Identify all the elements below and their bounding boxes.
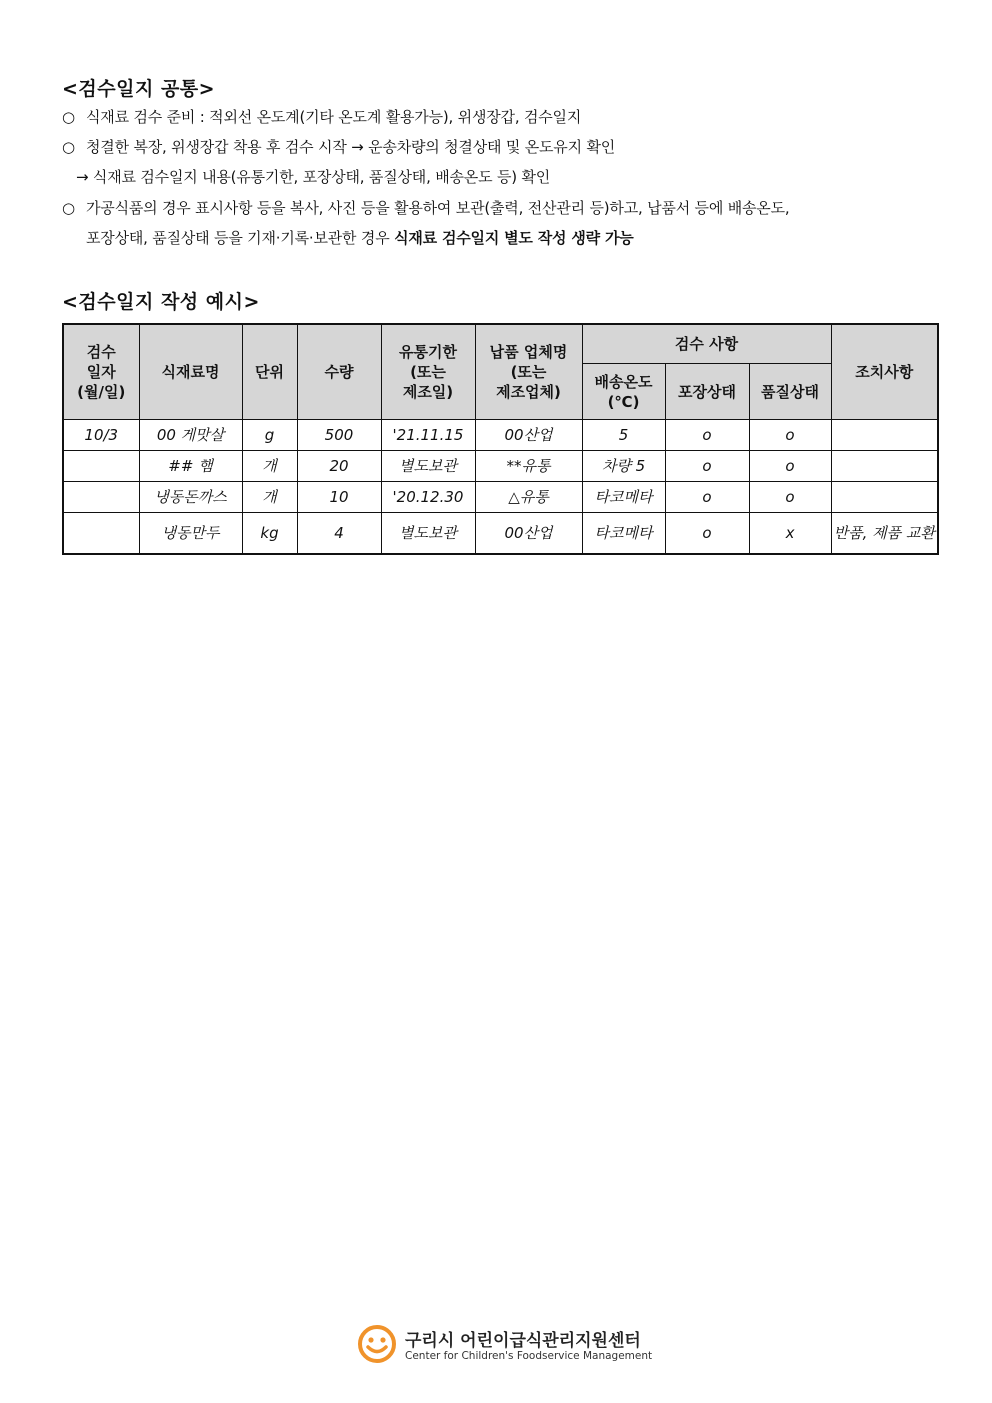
- cell-supplier: △유통: [475, 482, 582, 513]
- cell-unit: kg: [242, 513, 297, 555]
- section-title-example: <검수일지 작성 예시>: [62, 291, 260, 313]
- cell-unit: g: [242, 420, 297, 451]
- cell-action: 반품, 제품 교환: [831, 513, 938, 555]
- cell-quality: o: [749, 451, 831, 482]
- cell-date: 10/3: [63, 420, 139, 451]
- table-row: [63, 482, 938, 513]
- cell-quality: o: [749, 420, 831, 451]
- guide-line-2: ○ 청결한 복장, 위생장갑 착용 후 검수 시작 → 운송차량의 청결상태 및 온도유지 확인: [62, 138, 616, 156]
- guide-line-3: → 식재료 검수일지 내용(유통기한, 포장상태, 품질상태, 배송온도 등) 확인: [76, 168, 551, 186]
- org-name-korean: 구리시 어린이급식관리지원센터: [405, 1331, 641, 1351]
- cell-package: o: [665, 420, 749, 451]
- header-expiry: 유통기한 (또는 제조일): [381, 324, 475, 420]
- cell-name: 00 게맛살: [139, 420, 242, 451]
- section-title-common: <검수일지 공통>: [62, 78, 216, 100]
- cell-package: o: [665, 482, 749, 513]
- header-temp: 배송온도 (℃): [582, 364, 665, 420]
- header-unit: 단위: [242, 324, 297, 420]
- circle-bullet-icon: ○: [62, 138, 75, 156]
- cell-temp: 타코메타: [582, 482, 665, 513]
- guide-line-1: ○ 식재료 검수 준비 : 적외선 온도계(기타 온도계 활용가능), 위생장갑, 검수일지: [62, 108, 582, 126]
- cell-date: [63, 482, 139, 513]
- guide-line-4: ○ 가공식품의 경우 표시사항 등을 복사, 사진 등을 활용하여 보관(출력, 전산관리 등)하고, 납품서 등에 배송온도,: [62, 199, 790, 217]
- cell-supplier: 00산업: [475, 513, 582, 555]
- header-date: 검수 일자 (월/일): [63, 324, 139, 420]
- cell-package: o: [665, 513, 749, 555]
- cell-qty: 500: [297, 420, 381, 451]
- cell-name: 냉동만두: [139, 513, 242, 555]
- cell-supplier: **유통: [475, 451, 582, 482]
- table-row: [63, 513, 938, 555]
- cell-name: ## 햄: [139, 451, 242, 482]
- smile-logo-icon: [357, 1324, 397, 1364]
- guide-line-5: 포장상태, 품질상태 등을 기재·기록·보관한 경우 식재료 검수일지 별도 작성 생략 가능: [86, 229, 634, 247]
- cell-action: [831, 451, 938, 482]
- cell-expiry: '21.11.15: [381, 420, 475, 451]
- header-supplier: 납품 업체명 (또는 제조업체): [475, 324, 582, 420]
- header-action: 조치사항: [831, 324, 938, 420]
- cell-qty: 20: [297, 451, 381, 482]
- cell-expiry: 별도보관: [381, 451, 475, 482]
- cell-unit: 개: [242, 482, 297, 513]
- cell-qty: 4: [297, 513, 381, 555]
- cell-temp: 5: [582, 420, 665, 451]
- table-row: [63, 420, 938, 451]
- cell-action: [831, 482, 938, 513]
- header-package: 포장상태: [665, 364, 749, 420]
- header-qty: 수량: [297, 324, 381, 420]
- circle-bullet-icon: ○: [62, 199, 75, 217]
- table-row: [63, 451, 938, 482]
- cell-package: o: [665, 451, 749, 482]
- cell-action: [831, 420, 938, 451]
- cell-supplier: 00산업: [475, 420, 582, 451]
- cell-qty: 10: [297, 482, 381, 513]
- cell-quality: x: [749, 513, 831, 555]
- cell-expiry: '20.12.30: [381, 482, 475, 513]
- cell-unit: 개: [242, 451, 297, 482]
- cell-name: 냉동돈까스: [139, 482, 242, 513]
- circle-bullet-icon: ○: [62, 108, 75, 126]
- footer-logo: [357, 1322, 657, 1366]
- cell-quality: o: [749, 482, 831, 513]
- cell-temp: 타코메타: [582, 513, 665, 555]
- org-name-english: Center for Children's Foodservice Management: [405, 1350, 653, 1362]
- cell-date: [63, 513, 139, 555]
- cell-date: [63, 451, 139, 482]
- emphasis-text: 식재료 검수일지 별도 작성 생략 가능: [394, 229, 634, 247]
- header-inspection: 검수 사항: [582, 324, 831, 364]
- inspection-log-table: [62, 323, 939, 555]
- cell-temp: 차량 5: [582, 451, 665, 482]
- cell-expiry: 별도보관: [381, 513, 475, 555]
- header-name: 식재료명: [139, 324, 242, 420]
- header-quality: 품질상태: [749, 364, 831, 420]
